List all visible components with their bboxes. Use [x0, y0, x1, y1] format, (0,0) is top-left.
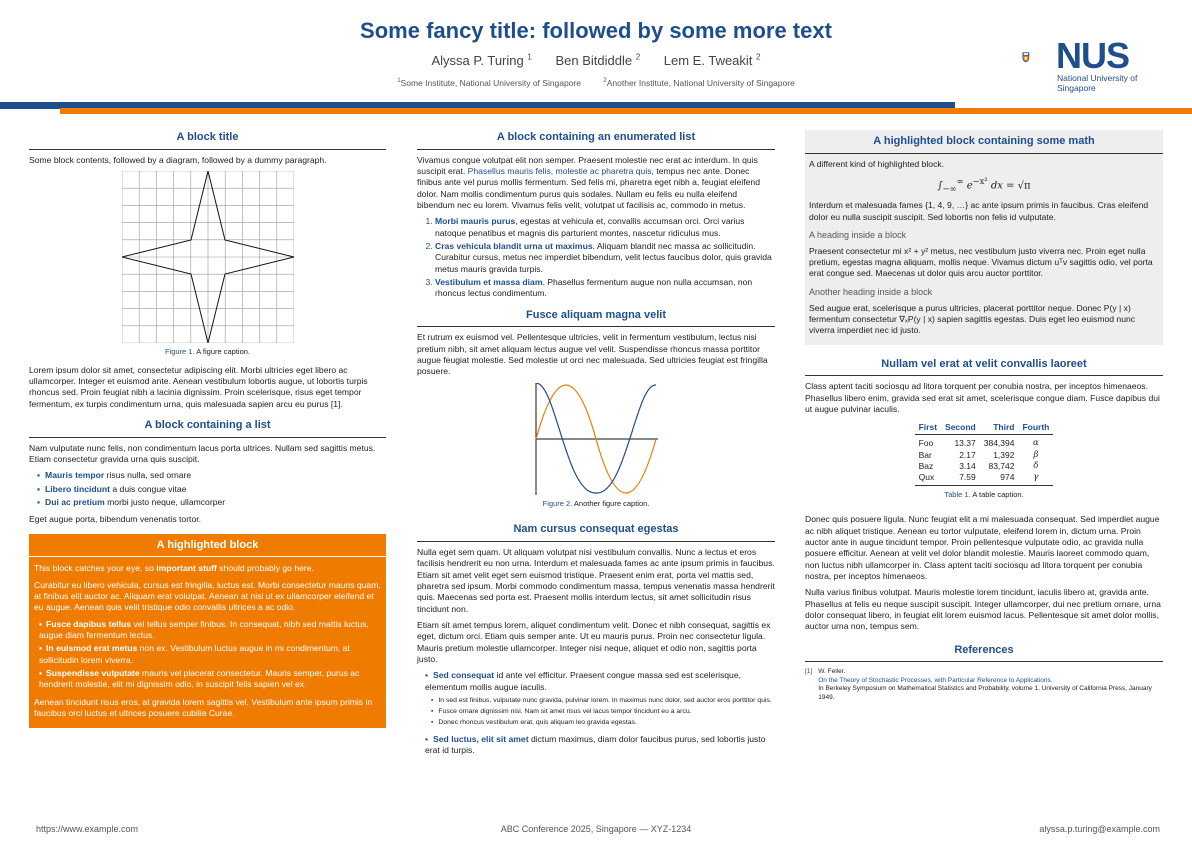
- block-title: A highlighted block: [29, 534, 386, 558]
- figure-caption: Figure 1. A figure caption.: [164, 346, 251, 356]
- block-subheading: A heading inside a block: [809, 229, 907, 240]
- block-paragraph: Praesent consectetur mi x² + y² metus, nec vestibulum justo viverra nec. Proin eget nulla pretium, egestas magna aliquam, mollis neque. Vivamus dictum uᵀv sagittis odio, vel porta erat congue sed. Maecenas ut dolor quis arcu auctor porttitor.: [809, 245, 1153, 279]
- block-title: Fusce aliquam magna velit: [417, 308, 775, 328]
- author-1: Alyssa P. Turing $^1$: [431, 52, 532, 68]
- block-outro: Eget augue porta, bibendum venenatis tortor.: [29, 514, 201, 525]
- block-intro: A different kind of highlighted block.: [809, 158, 945, 169]
- block-intro: Vivamus congue volutpat elit non semper. Praesent molestie nec erat ac interdum. In quis suscipit erat. Phasellus mauris felis, molestie ac pharetra quis, tempus nec ante. Donec finibus ante vel purus mollis fermentum. Sed felis mi, pharetra eget nibh a, feugiat eleifend dolor. Nam mollis condimentum purus quis sodales. Nullam eu felis eu nulla eleifend bibendum nec eu lorem. Vivamus felis velit, volutpat ut facilisis ac, commodo in metus.: [417, 154, 760, 210]
- list-item: 2. Cras vehicula blandit urna ut maximus. Aliquam blandit nec massa ac sollicitudin. Curabitur cursus, metus nec imperdiet bibendum, velit lectus faucibus dolor, quis gravida metus mauris gravida turpis.: [435, 241, 775, 275]
- math-block: [805, 130, 1163, 345]
- list-item: 3. Vestibulum et massa diam. Phasellus fermentum augue non nulla accumsan, non rhoncus lectus condimentum.: [435, 277, 775, 300]
- header-bar-orange: [60, 108, 1192, 114]
- block-paragraph: This block catches your eye, so important stuff should probably go here.: [34, 563, 314, 574]
- block-paragraph: Aenean tincidunt risus eros, at gravida lorem sagittis vel. Vestibulum ante ipsum primis in faucibus orci luctus et ultrices posuere cubilia Curae.: [34, 696, 373, 718]
- column-1: [29, 130, 386, 736]
- logo-subtitle: National University of Singapore: [1057, 73, 1138, 94]
- poster-title: Some fancy title: followed by some more text: [360, 18, 832, 43]
- list-item: ▪ Suspendisse vulputate mauris vel placerat consectetur. Mauris semper, purus ac hendrerit molestie, elit mi dignissim odio, in suscipit felis sapien vel ex.: [39, 668, 381, 691]
- list-item: ▪ Sed luctus, elit sit amet dictum maximus, diam dolor faucibus purus, sed lobortis justo erat id turpis.: [425, 734, 775, 757]
- institution-2: $^2$Another Institute, National University of Singapore: [603, 78, 795, 88]
- table-row: Bar 2.17 1,392 β: [918, 449, 1039, 460]
- block-paragraph: Interdum et malesuada fames {1, 4, 9, …} ac ante ipsum primis in faucibus. Cras eleifend dolor eu nulla suscipit suscipit. Sed lobortis non felis id vulputate.: [809, 200, 1149, 222]
- list-item: ▪ Mauris tempor risus nulla, sed ornare: [37, 470, 386, 481]
- table-caption: Table 1. A table caption.: [944, 490, 1024, 500]
- block-enumerated: [417, 130, 775, 300]
- block-table: [805, 357, 1163, 633]
- block-list: [29, 418, 386, 526]
- footer-email[interactable]: alyssa.p.turing@example.com: [1039, 824, 1160, 834]
- figure-caption: Figure 2. Another figure caption.: [542, 498, 650, 508]
- block-title: Nam cursus consequat egestas: [417, 522, 775, 542]
- block-figure: [29, 130, 386, 410]
- block-title: Nullam vel erat at velit convallis laoreet: [805, 357, 1163, 377]
- numbered-list: [435, 216, 775, 299]
- author-2: Ben Bitdiddle $^2$: [555, 52, 641, 68]
- bullet-list: [39, 619, 381, 691]
- block-paragraph: Etiam sit amet tempus lorem, aliquet condimentum velit. Donec et nibh consequat, sagittis ex eget, dictum orci. Etiam quis semper ante. Ut eu mauris purus. Proin nec consectetur ligula. Mauris pretium molestie ullamcorper. Integer nisi neque, aliquet et odio non, sagittis porta justo.: [417, 620, 771, 665]
- sub-list-item: ▪ Fusce ornare dignissim nisi. Nam sit amet risus vel lacus tempor tincidunt eu a arcu.: [431, 708, 775, 717]
- sub-list-item: ▪ Donec rhoncus vestibulum erat, quis aliquam leo gravida egestas.: [431, 719, 775, 728]
- block-paragraph: Sed augue erat, scelerisque a purus ultricies, placerat porttitor neque. Donec P(y | x) fermentum consectetur ∇ₓP(y | x) sapien sagittis egestas. Duis eget leo euismod nunc viverra imperdiet nec id justo.: [809, 302, 1136, 336]
- block-paragraph: Curabitur eu libero vehicula, cursus est fringilla, luctus est. Morbi consectetur mauris quam, at finibus elit auctor ac. Aliquam erat volutpat. Aenean at nisl ut ex ullamcorper eleifend et eu augue. Aenean quis velit tristique odio convallis ultrices a ac odio.: [34, 579, 381, 613]
- list-item: 1. Morbi mauris purus, egestas at vehicula et, convallis accumsan orci. Orci varius natoque penatibus et magnis dis parturient montes, nascetur ridiculus mus.: [435, 216, 775, 239]
- bullet-list: [37, 470, 386, 508]
- block-subheading: Another heading inside a block: [809, 286, 933, 297]
- reference-entry: [1] W. Feller. On the Theory of Stochastic Processes, with Particular Reference to Applications. In Berkeley Symposium on Mathematical Statistics and Probability, volume 1. University of California Press, January 1949.: [805, 668, 1163, 702]
- block-intro: Nam vulputate nunc felis, non condimentum lacus porta ultrices. Nullam sed sagittis metus. Etiam consectetur gravida urna quis suscipit.: [29, 442, 376, 464]
- data-table: [915, 421, 1054, 486]
- table-row: Qux 7.59 974 γ: [915, 472, 1054, 486]
- author-3: Lem E. Tweakit $^2$: [663, 52, 761, 68]
- table-row: Baz 3.14 83,742 δ: [918, 460, 1039, 471]
- institution-1: $^1$Some Institute, National University of Singapore: [397, 78, 582, 88]
- column-2: [417, 130, 775, 765]
- block-paragraph: Donec quis posuere ligula. Nunc feugiat elit a mi malesuada consequat. Sed imperdiet augue ac nibh aliquet tristique. Aenean eu tortor vulputate, eleifend lorem in, dictum urna. Proin auctor ante in augue tincidunt tempor. Proin pellentesque vulputate odio, ac gravida nulla posuere efficitur. Aenean at velit vel dolor blandit molestie. Mauris laoreet commodo quam, non luctus nibh ullamcorper in. Class aptent taciti sociosqu ad litora torquent per conubia nostra, per inceptos himenaeos.: [805, 514, 1160, 581]
- author-list: [0, 52, 1192, 69]
- logo-wordmark: NUS: [1056, 35, 1130, 76]
- integral-equation: $\int_{-\infty}^\infty$ $e^{-x^2}$ dx = √π: [937, 175, 1031, 194]
- institution-list: [0, 78, 1192, 89]
- reference-title[interactable]: On the Theory of Stochastic Processes, with Particular Reference to Applications.: [818, 676, 1053, 684]
- column-3: [805, 130, 1163, 710]
- block-title: A block containing a list: [29, 418, 386, 438]
- table-header: First Second Third Fourth: [915, 421, 1054, 435]
- sub-list: [431, 697, 775, 728]
- block-title: A highlighted block containing some math: [805, 130, 1163, 154]
- star-diagram: [122, 171, 294, 343]
- footer-conference: ABC Conference 2025, Singapore — XYZ-1234: [500, 824, 692, 834]
- block-nested-list: [417, 522, 775, 756]
- footer-url[interactable]: https://www.example.com: [36, 824, 139, 834]
- list-item: ▪ Sed consequat id ante vel efficitur. Praesent congue massa sed est scelerisque, elementum mollis augue iaculis. ▪ In sed est finibus, vulputate nunc gravida, pulvinar lorem. In maximus nunc dolor, sed auctor eros porttitor quis. ▪ Fusce ornare dignissim nisi. Nam sit amet risus vel lacus tempor tincidunt eu a arcu. ▪ Donec rhoncus vestibulum erat, quis aliquam leo gravida egestas.: [425, 670, 775, 728]
- block-references: [805, 643, 1163, 703]
- block-paragraph: Nulla eget sem quam. Ut aliquam volutpat nisi vestibulum convallis. Nunc a lectus et eros facilisis hendrerit eu non urna. Interdum et malesuada fames ac ante ipsum primis in faucibus. Etiam sit amet velit eget sem euismod tristique. Praesent enim erat, porta vel mattis sed, pharetra sed ipsum. Morbi commodo condimentum massa, tempus venenatis massa hendrerit quis. Maecenas sed porta est. Praesent mollis interdum lectus, sit amet sollicitudin risus tincidunt non.: [417, 546, 775, 614]
- sub-list-item: ▪ In sed est finibus, vulputate nunc gravida, pulvinar lorem. In maximus nunc dolor, sed auctor eros porttitor quis.: [431, 697, 775, 706]
- sine-cosine-plot: [534, 383, 658, 495]
- nus-crest-icon: [1022, 36, 1056, 82]
- highlighted-block: [29, 534, 386, 729]
- block-paragraph: Class aptent taciti sociosqu ad litora torquent per conubia nostra, per inceptos himenaeos. Phasellus libero enim, gravida sed erat sit amet, scelerisque congue diam. Fusce dapibus dui ut augue pulvinar iaculis.: [805, 381, 1160, 414]
- block-intro: Some block contents, followed by a diagram, followed by a dummy paragraph.: [29, 154, 327, 165]
- block-title: References: [805, 643, 1163, 663]
- block-title: A block containing an enumerated list: [417, 130, 775, 150]
- list-item: ▪ In euismod erat metus non ex. Vestibulum luctus augue in mi condimentum, at sollicitudin lorem viverra.: [39, 643, 381, 666]
- list-item: ▪ Dui ac pretium morbi justo neque, ullamcorper: [37, 497, 386, 508]
- list-item: ▪ Libero tincidunt a duis congue vitae: [37, 484, 386, 495]
- block-title: A block title: [29, 130, 386, 150]
- list-item: ▪ Fusce dapibus tellus vel tellus semper finibus. In consequat, nibh sed mattis luctus, augue diam fermentum lectus.: [39, 619, 381, 642]
- block-paragraph: Nulla varius finibus volutpat. Mauris molestie lorem tincidunt, iaculis libero at, gravida ante. Phasellus at felis eu neque suscipit suscipit. Integer ullamcorper, dui nec pretium ornare, urna dolor consequat libero, in feugiat elit lorem euismod lacus. Pellentesque sit amet dolor mollis, auctor urna non, tempus sem.: [805, 587, 1161, 632]
- table-row: Foo 13.37 384,394 α: [918, 438, 1039, 449]
- bullet-list: [425, 670, 775, 756]
- block-paragraph: Lorem ipsum dolor sit amet, consectetur adipiscing elit. Morbi ultricies eget libero ac ullamcorper. Integer et euismod ante. Aenean vestibulum lobortis augue, ut lobortis turpis rhoncus sed. Proin feugiat nibh a lacinia dignissim. Proin scelerisque, risus eget tempor fermentum, ex turpis condimentum urna, quis malesuada sapien arcu eu purus [1].: [29, 364, 368, 409]
- block-paragraph: Et rutrum ex euismod vel. Pellentesque ultricies, velit in fermentum vestibulum, lectus nisi pretium nibh, sit amet aliquam lectus augue vel velit. Suspendisse rhoncus massa porttitor augue feugiat molestie. Sed molestie ut orci nec malesuada. Sed ultricies feugiat est fringilla posuere.: [417, 332, 768, 377]
- block-figure-2: [417, 308, 775, 509]
